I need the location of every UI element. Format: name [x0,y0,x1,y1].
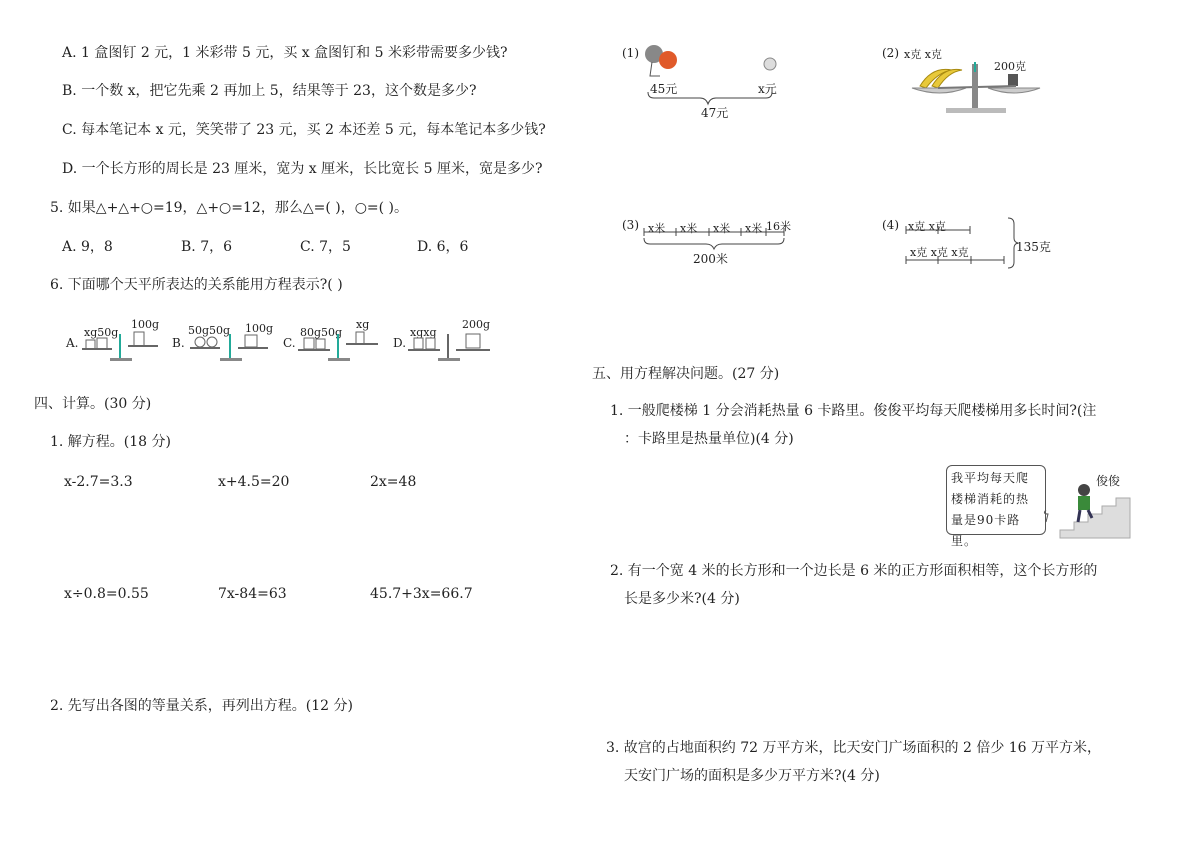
problem-1-line-2: ：卡路里是热量单位)(4 分) [624,431,794,447]
balance-right-label: 100g [131,318,160,331]
balance-letter: D. [393,336,407,350]
balance-letter: C. [283,336,296,350]
subsection-1: 1. 解方程。(18 分) [50,434,171,450]
label-x-grams: x克 x克 [904,48,942,61]
balance-scale-icon [408,320,492,365]
balance-scale-icon [298,320,380,365]
segment-label: x米 [745,222,763,235]
subsection-2: 2. 先写出各图的等量关系，再列出方程。(12 分) [50,698,353,714]
balance-right-label: 200g [462,318,491,331]
top-segments-label: x克 x克 [908,220,946,233]
balance-scale-icon [190,320,270,365]
segment-label: x米 [680,222,698,235]
problem-2-line-2: 长是多少米?(4 分) [624,591,740,607]
balance-right-label: 100g [245,322,274,335]
balance-right-label: xg [356,318,370,331]
label-47-yuan: 47元 [701,106,729,120]
label-200-grams: 200克 [994,60,1026,73]
problem-3-line-2: 天安门广场的面积是多少万平方米?(4 分) [624,768,880,784]
balance-letter: B. [172,336,185,350]
question-option-a: A. 1 盒图钉 2 元，1 米彩带 5 元，买 x 盒图钉和 5 米彩带需要多少钱? [62,45,508,61]
question-option-d: D. 一个长方形的周长是 23 厘米，宽为 x 厘米，长比宽长 5 厘米，宽是多少? [62,161,543,177]
label-135-grams: 135克 [1016,240,1051,254]
question-6: 6. 下面哪个天平所表达的关系能用方程表示?( ) [50,277,343,293]
balance-left-label: xg50g [84,326,119,339]
speech-bubble [946,465,1046,548]
problem-1-line-1: 1. 一般爬楼梯 1 分会消耗热量 6 卡路里。俊俊平均每天爬楼梯用多长时间?(注 [610,403,1097,419]
problem-3-line-1: 3. 故宫的占地面积约 72 万平方米，比天安门广场面积的 2 倍少 16 万平方米， [606,740,1102,756]
question-option-c: C. 每本笔记本 x 元，笑笑带了 23 元，买 2 本还差 5 元，每本笔记本多少钱? [62,122,546,138]
q5-option-b: B. 7，6 [181,239,233,255]
segment-label: x米 [713,222,731,235]
bottom-segments-label: x克 x克 x克 [910,246,969,259]
problem-2-line-1: 2. 有一个宽 4 米的长方形和一个边长是 6 米的正方形面积相等，这个长方形的 [610,563,1098,579]
section-5-heading: 五、用方程解决问题。(27 分) [592,366,780,382]
section-4-heading: 四、计算。(30 分) [34,396,152,412]
equation-5: 7x-84=63 [218,586,287,602]
equation-3: 2x=48 [370,474,417,490]
segment-16-label: 16米 [766,220,791,233]
figure-number: (4) [882,218,899,232]
equation-6: 45.7+3x=66.7 [370,586,473,602]
balance-left-label: 80g50g [300,326,343,339]
boy-on-stairs-icon [1040,480,1130,538]
question-option-b: B. 一个数 x，把它先乘 2 再加上 5，结果等于 23，这个数是多少? [62,83,477,99]
figure-number: (1) [622,46,639,60]
question-5: 5. 如果△+△+○=19，△+○=12，那么△=( )，○=( )。 [50,200,409,216]
balance-left-label: xgxg [410,326,437,339]
weight-segment-diagram-icon [904,216,1016,270]
figure-number: (2) [882,46,899,60]
q5-option-c: C. 7，5 [300,239,351,255]
equation-2: x+4.5=20 [218,474,290,490]
segment-label: x米 [648,222,666,235]
equation-4: x÷0.8=0.55 [64,586,149,602]
figure-number: (3) [622,218,639,232]
equation-1: x-2.7=3.3 [64,474,133,490]
label-45-yuan: 45元 [650,82,678,96]
label-200-meters: 200米 [693,252,728,266]
balance-scale-icon [82,320,162,365]
speaker-name: 俊俊 [1096,474,1121,488]
balance-letter: A. [66,336,79,350]
label-x-yuan: x元 [758,82,777,96]
banana-balance-icon [912,58,1042,118]
q5-option-d: D. 6，6 [417,239,469,255]
speech-bubble-text: 我平均每天爬楼梯消耗的热量是90卡路里。 [951,471,1030,548]
balance-left-label: 50g50g [188,324,231,337]
q5-option-a: A. 9，8 [62,239,113,255]
